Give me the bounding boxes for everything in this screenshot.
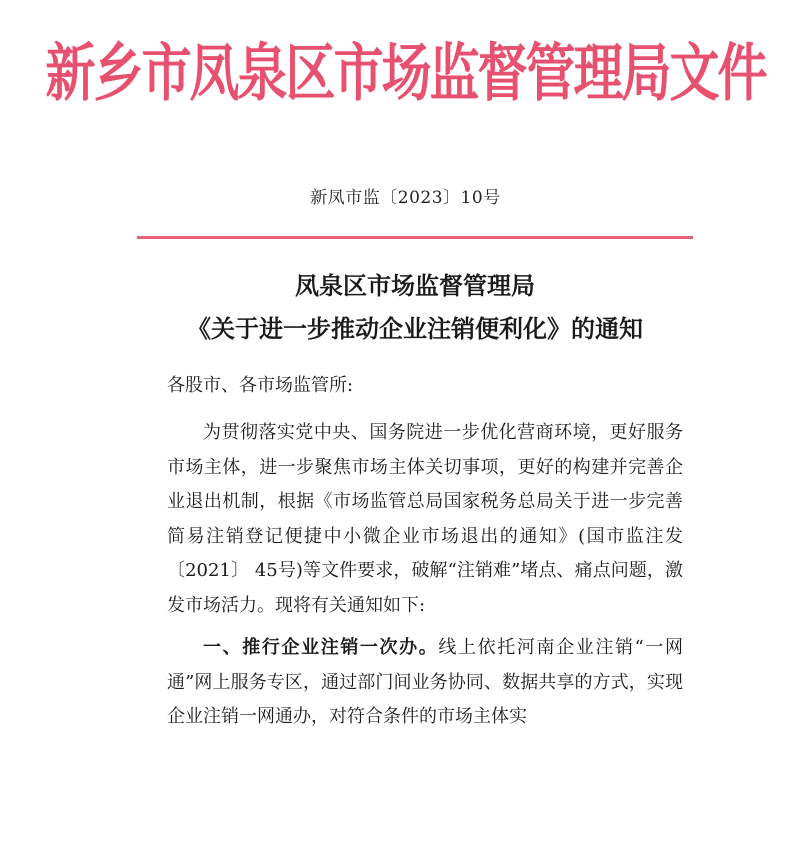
salutation: 各股市、各市场监管所: [167,375,354,396]
intro-paragraph: 为贯彻落实党中央、国务院进一步优化营商环境，更好服务市场主体，进一步聚焦市场主体关切事项，更好的构建并完善企业退出机制，根据《市场监管总局国家税务总局关于进一步完善简易注销登记便捷中小微企业市场退出的通知》(国市监注发〔2021〕 45号)等文件要求，破解“注销难”堵点、痛点问题，激发市场活力。现将有关通知如下: [167,422,683,616]
section-1-text: 线上依托河南企业注销“一网通”网上服务专区，通过部门间业务协同、数据共享的方式，实现企业注销一网通办，对符合条件的市场主体实 [167,637,684,727]
notice-title-line-2: 《关于进一步推动企业注销便利化》的通知 [187,314,643,343]
document-number: 新凤市监〔2023〕10号 [310,188,501,208]
section-1-heading: 一、推行企业注销一次办。 [203,637,439,658]
notice-body [167,416,683,735]
agency-masthead: 新乡市凤泉区市场监督管理局文件 [45,36,766,110]
section-1-paragraph [167,631,683,735]
notice-title-line-1: 凤泉区市场监督管理局 [295,271,535,300]
red-divider-line [137,236,693,239]
